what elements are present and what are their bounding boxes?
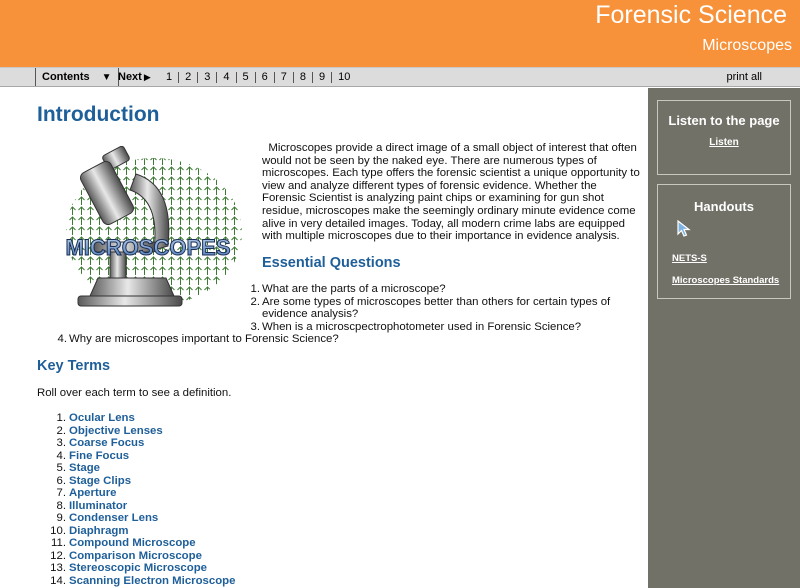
contents-dropdown[interactable] [35, 68, 119, 86]
section-title: Microscopes [702, 37, 792, 54]
list-item: 6. Stage Clips [56, 474, 132, 487]
term-diaphragm[interactable]: Diaphragm [69, 524, 129, 537]
main-content [0, 88, 648, 588]
sidebar [648, 88, 800, 588]
list-item: 3. When is a microscpectrophotometer used in Forensic Science? [250, 320, 582, 333]
page-title: Introduction [37, 103, 160, 126]
intro-text: Microscopes provide a direct image of a small object of interest that often would not be seen by the naked eye. There are numerous types of microscopes. Each type offers the forensic scientist a unique opportunity to view and analyze different types of forensic evidence. Whether the Forensic Scientist is analyzing paint chips or examining for gun shot residue, microscopes make the seemingly ordinary minute evidence come alive in very detailed images. Today, all modern crime labs are equipped with multiple microscopes due to their importance in evidence analysis. [262, 142, 640, 243]
term-coarse-focus[interactable]: Coarse Focus [69, 437, 145, 449]
page-link-5[interactable]: 5 [242, 71, 249, 83]
cursor-icon [676, 219, 692, 237]
term-stage-clips[interactable]: Stage Clips [69, 474, 132, 487]
page-link-6[interactable]: 6 [261, 71, 268, 83]
term-stage[interactable]: Stage [69, 462, 101, 474]
page-link-4[interactable]: 4 [223, 71, 230, 83]
list-item: 14. Scanning Electron Microscope [50, 574, 236, 587]
nav-bar [0, 67, 800, 87]
logo-text: MICROSCOPES [65, 235, 231, 260]
key-terms-list [0, 412, 235, 587]
list-item: 4. Fine Focus [56, 449, 130, 462]
print-all-link[interactable]: print all [726, 71, 762, 83]
essential-questions-heading: Essential Questions [262, 255, 401, 271]
contents-label: Contents [42, 71, 90, 83]
list-item: 4. Why are microscopes important to Forensic Science? [57, 333, 339, 346]
list-item: 2. Objective Lenses [56, 424, 163, 437]
list-item: 1. Ocular Lens [56, 412, 135, 424]
term-objective-lenses[interactable]: Objective Lenses [69, 424, 163, 437]
term-illuminator[interactable]: Illuminator [69, 499, 128, 512]
list-item: 1. What are the parts of a microscope? [250, 283, 446, 295]
page-link-2[interactable]: 2 [185, 71, 192, 83]
listen-heading: Listen to the page [668, 113, 780, 128]
dropdown-arrow-icon: ▼ [101, 72, 112, 83]
page-link-7[interactable]: 7 [280, 71, 287, 83]
list-item: 5. Stage [56, 462, 101, 474]
key-terms-heading: Key Terms [37, 358, 111, 374]
list-item: 7. Aperture [56, 487, 117, 499]
list-item: 12. Comparison Microscope [50, 549, 202, 562]
next-label: Next [118, 71, 142, 83]
next-button[interactable] [118, 68, 151, 86]
page-link-9[interactable]: 9 [319, 71, 326, 83]
term-ocular-lens[interactable]: Ocular Lens [69, 412, 135, 424]
handouts-heading: Handouts [694, 199, 754, 214]
handout-link-nets-s[interactable]: NETS-S [672, 253, 707, 264]
handouts-panel [657, 184, 791, 299]
list-item: 3. Coarse Focus [56, 437, 145, 449]
site-title: Forensic Science [595, 1, 787, 29]
essential-questions-list [0, 283, 640, 346]
handout-link-microscopes-standards[interactable]: Microscopes Standards [672, 275, 780, 286]
page-links [160, 68, 356, 86]
term-aperture[interactable]: Aperture [69, 487, 117, 499]
term-scanning-electron-microscope[interactable]: Scanning Electron Microscope [69, 574, 236, 587]
list-item: 9. Condenser Lens [56, 512, 159, 524]
play-arrow-icon: ▶ [143, 72, 151, 82]
list-item: 2. Are some types of microscopes better than others for certain types of evidence analysis? [250, 295, 611, 321]
page-link-1[interactable]: 1 [166, 71, 173, 83]
page-link-8[interactable]: 8 [299, 71, 306, 83]
term-condenser-lens[interactable]: Condenser Lens [69, 512, 159, 524]
rollover-instruction: Roll over each term to see a definition. [37, 387, 232, 399]
site-header [0, 0, 800, 67]
page-link-3[interactable]: 3 [204, 71, 211, 83]
listen-link[interactable]: Listen [709, 137, 739, 148]
list-item: 10. Diaphragm [50, 524, 129, 537]
term-compound-microscope[interactable]: Compound Microscope [69, 537, 196, 549]
list-item: 13. Stereoscopic Microscope [50, 562, 208, 574]
list-item: 8. Illuminator [56, 499, 128, 512]
term-fine-focus[interactable]: Fine Focus [69, 449, 130, 462]
page-link-10[interactable]: 10 [338, 71, 351, 83]
term-stereoscopic-microscope[interactable]: Stereoscopic Microscope [69, 562, 208, 574]
term-comparison-microscope[interactable]: Comparison Microscope [69, 549, 202, 562]
list-item: 11. Compound Microscope [51, 537, 196, 549]
listen-panel [657, 100, 791, 175]
intro-paragraph [262, 142, 642, 243]
